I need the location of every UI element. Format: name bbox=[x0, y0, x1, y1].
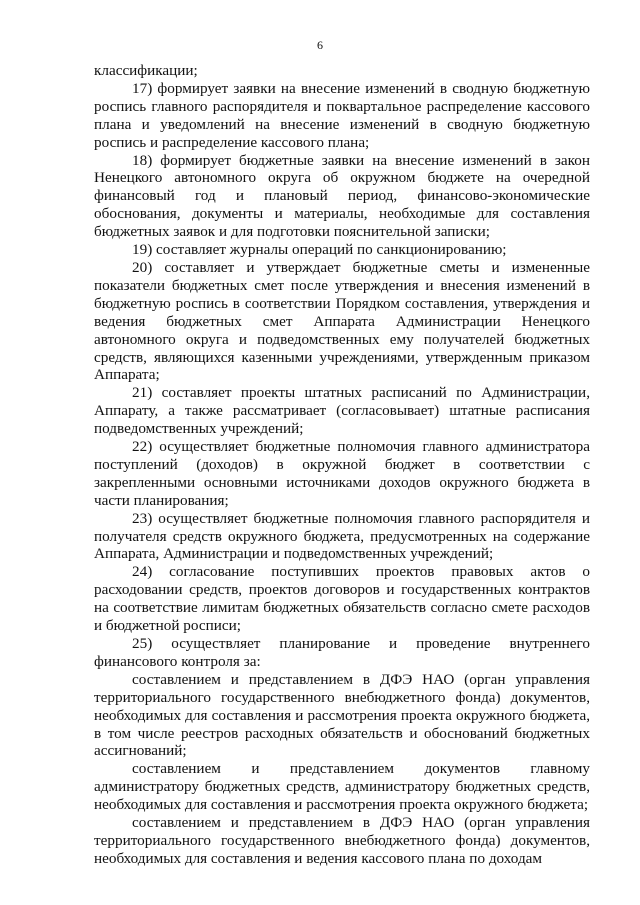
paragraph-item-23: 23) осуществляет бюджетные полномочия главного распорядителя и получателя средств окружного бюджета, предусмотренных на содержание Аппарата, Администрации и подведомственных учреждений; bbox=[94, 509, 590, 563]
document-body bbox=[94, 62, 590, 868]
paragraph-item-22: 22) осуществляет бюджетные полномочия главного администратора поступлений (доходов) в окружной бюджет в соответствии с закрепленными основными источниками доходов окружного бюджета в части планирования; bbox=[94, 438, 590, 509]
page-number: 6 bbox=[317, 38, 323, 52]
paragraph-item-20: 20) составляет и утверждает бюджетные сметы и измененные показатели бюджетных смет после утверждения и внесения изменений в бюджетную роспись в соответствии Порядком составления, утверждения и ведения бюджетных смет Аппарата Администрации Ненецкого автономного округа и подведомственных ему получателей бюджетных средств, являющихся казенными учреждениями, утвержденным приказом Аппарата; bbox=[94, 258, 590, 384]
paragraph-item-25: 25) осуществляет планирование и проведение внутреннего финансового контроля за: bbox=[94, 635, 590, 670]
paragraph-item-19: 19) составляет журналы операций по санкционированию; bbox=[132, 241, 507, 259]
paragraph-item-17: 17) формирует заявки на внесение изменений в сводную бюджетную роспись главного распорядителя и поквартальное распределение кассового плана и уведомлений на внесение изменений в сводную бюджетную роспись и распределение кассового плана; bbox=[94, 79, 590, 151]
paragraph-subitem: составлением и представлением документов главному администратору бюджетных средств, администратору бюджетных средств, необходимых для составления и рассмотрения проекта окружного бюджета; bbox=[94, 760, 590, 814]
paragraph-subitem: составлением и представлением в ДФЭ НАО (орган управления территориального государственного внебюджетного фонда) документов, необходимых для составления и ведения кассового плана по доходам bbox=[94, 814, 590, 867]
paragraph-continuation: классификации; bbox=[94, 62, 198, 79]
paragraph-item-21: 21) составляет проекты штатных расписаний по Администрации, Аппарату, а также рассматривает (согласовывает) штатные расписания подведомственных учреждений; bbox=[94, 384, 590, 438]
paragraph-item-24: 24) согласование поступивших проектов правовых актов о расходовании средств, проектов договоров и государственных контрактов на соответствие лимитам бюджетных обязательств согласно смете расходов и бюджетной росписи; bbox=[94, 563, 590, 635]
paragraph-item-18: 18) формирует бюджетные заявки на внесение изменений в закон Ненецкого автономного округа об окружном бюджете на очередной финансовый год и плановый период, финансово-экономические обоснования, документы и материалы, необходимые для составления бюджетных заявок и для подготовки пояснительной записки; bbox=[94, 151, 590, 241]
paragraph-subitem: составлением и представлением в ДФЭ НАО (орган управления территориального государственного внебюджетного фонда) документов, необходимых для составления и рассмотрения проекта окружного бюджета, в том числе реестров расходных обязательств и обоснований бюджетных ассигнований; bbox=[94, 670, 590, 760]
